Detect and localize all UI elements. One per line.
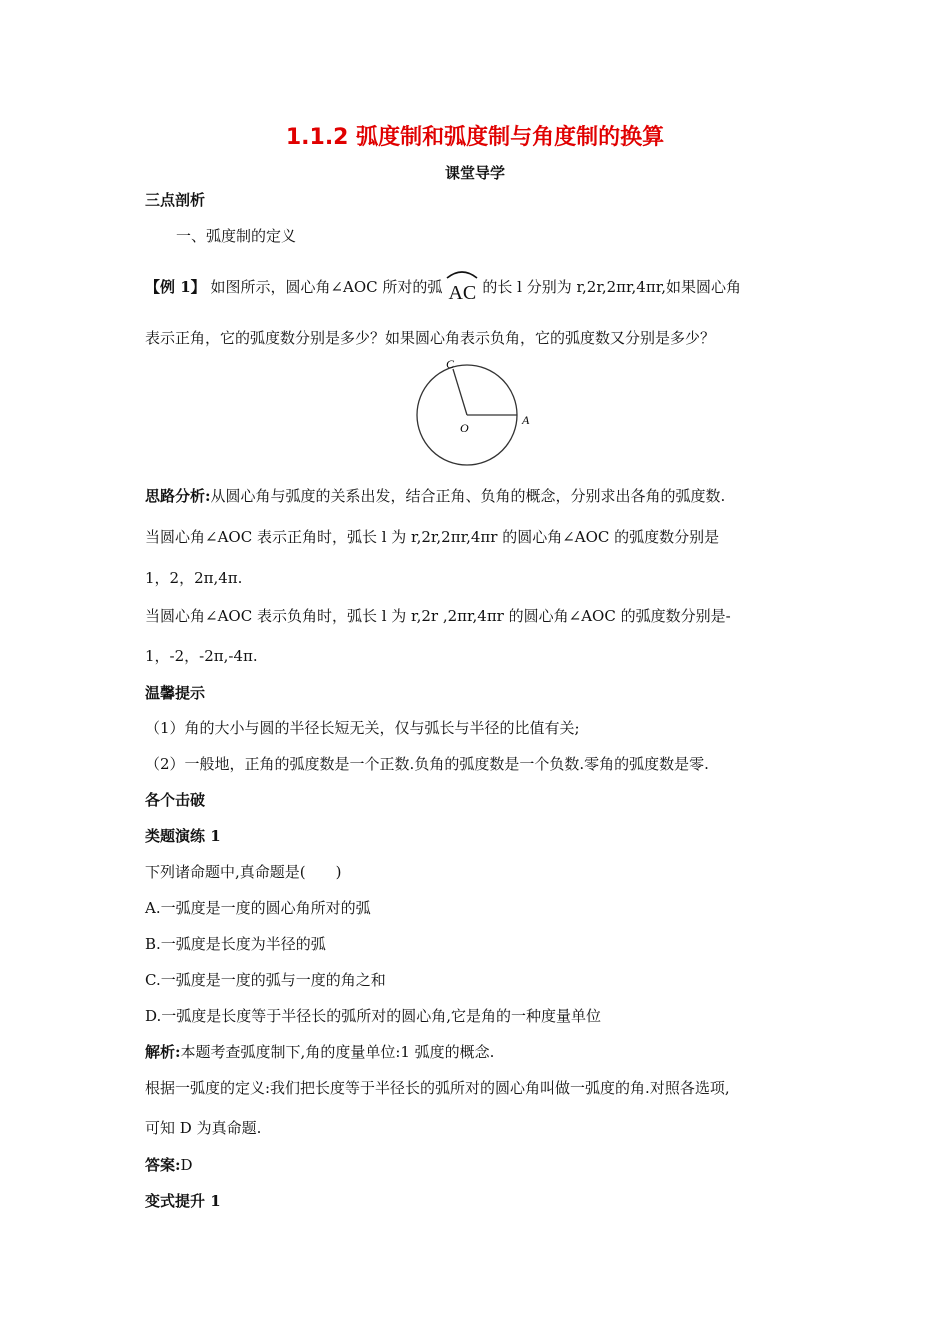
solution-head: 解析: bbox=[145, 1043, 181, 1061]
section-each: 各个击破 bbox=[145, 791, 206, 809]
radius-oc bbox=[453, 369, 467, 415]
tips-item-2: （2）一般地，正角的弧度数是一个正数.负角的弧度数是一个负数.零角的弧度数是零. bbox=[145, 755, 709, 773]
analysis-negative-2: 1，-2，-2π,-4π. bbox=[145, 647, 258, 665]
analysis-positive-2: 1，2，2π,4π. bbox=[145, 569, 243, 587]
variant-head: 变式提升 1 bbox=[145, 1192, 221, 1210]
practice-head: 类题演练 1 bbox=[145, 827, 221, 845]
solution-line-3: 可知 D 为真命题. bbox=[145, 1119, 262, 1137]
circle-diagram bbox=[410, 356, 540, 476]
solution-line-2: 根据一弧度的定义:我们把长度等于半径长的弧所对的圆心角叫做一弧度的角.对照各选项, bbox=[145, 1079, 730, 1097]
option-c: C.一弧度是一度的弧与一度的角之和 bbox=[145, 971, 386, 989]
option-a: A.一弧度是一度的圆心角所对的弧 bbox=[145, 899, 371, 917]
page-title: 1.1.2 弧度制和弧度制与角度制的换算 bbox=[285, 125, 665, 150]
option-d: D.一弧度是长度等于半径长的弧所对的圆心角,它是角的一种度量单位 bbox=[145, 1007, 602, 1025]
page-subtitle: 课堂导学 bbox=[444, 164, 505, 182]
answer-line bbox=[145, 1155, 193, 1175]
section-three-points: 三点剖析 bbox=[145, 191, 206, 209]
practice-question: 下列诸命题中,真命题是( ) bbox=[145, 863, 342, 881]
example-1-line-1 bbox=[145, 266, 741, 304]
solution-line bbox=[145, 1042, 494, 1062]
tips-item-1: （1）角的大小与圆的半径长短无关，仅与弧长与半径的比值有关; bbox=[145, 719, 580, 737]
solution-text: 本题考查弧度制下,角的度量单位:1 弧度的概念. bbox=[180, 1043, 495, 1061]
arc-label: AC bbox=[448, 282, 477, 304]
analysis-line bbox=[145, 486, 725, 506]
label-o: O bbox=[460, 421, 469, 435]
label-c: C bbox=[446, 357, 455, 371]
circle-figure bbox=[410, 356, 540, 480]
answer-value: D bbox=[180, 1156, 193, 1174]
answer-head: 答案: bbox=[145, 1156, 181, 1174]
arc-overline-icon bbox=[444, 266, 480, 280]
option-b: B.一弧度是长度为半径的弧 bbox=[145, 935, 326, 953]
tips-head: 温馨提示 bbox=[145, 684, 206, 702]
subsection-definition: 一、弧度制的定义 bbox=[176, 227, 297, 245]
example-1-line-2: 表示正角，它的弧度数分别是多少？如果圆心角表示负角，它的弧度数又分别是多少？ bbox=[145, 329, 716, 347]
analysis-positive-1: 当圆心角∠AOC 表示正角时，弧长 l 为 r,2r,2πr,4πr 的圆心角∠AOC 的弧度数分别是 bbox=[145, 528, 720, 546]
example-text-b: 的长 l 分别为 r,2r,2πr,4πr,如果圆心角 bbox=[482, 278, 742, 296]
analysis-text: 从圆心角与弧度的关系出发，结合正角、负角的概念，分别求出各角的弧度数. bbox=[210, 487, 726, 505]
arc-ac-symbol bbox=[444, 266, 480, 304]
example-tag: 【例 1】 bbox=[145, 278, 206, 296]
example-text-a: 如图所示，圆心角∠AOC 所对的弧 bbox=[205, 278, 443, 296]
label-a: A bbox=[522, 413, 530, 427]
analysis-negative-1: 当圆心角∠AOC 表示负角时，弧长 l 为 r,2r ,2πr,4πr 的圆心角∠AOC 的弧度数分别是- bbox=[145, 607, 731, 625]
analysis-head: 思路分析: bbox=[145, 487, 211, 505]
